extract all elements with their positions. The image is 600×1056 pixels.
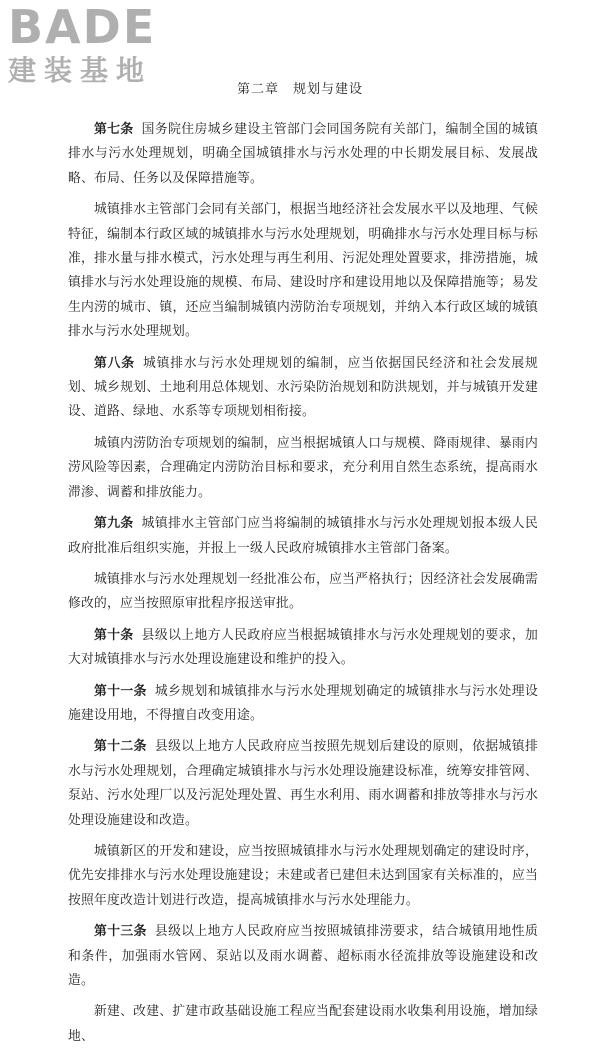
paragraph	[68, 568, 538, 617]
paragraph-text: 新建、改建、扩建市政基础设施工程应当配套建设雨水收集利用设施，增加绿地、	[68, 1004, 538, 1044]
paragraph-text: 城镇排水与污水处理规划的编制，应当依据国民经济和社会发展规划、城乡规划、土地利用总体规划、水污染防治规划和防洪规划，并与城镇开发建设、道路、绿地、水系等专项规划相衔接。	[68, 355, 538, 420]
paragraph	[68, 512, 538, 561]
paragraph	[68, 840, 538, 913]
paragraph	[68, 920, 538, 993]
paragraph-text: 城镇排水主管部门会同有关部门，根据当地经济社会发展水平以及地理、气候特征，编制本行政区域的城镇排水与污水处理规划，明确排水与污水处理目标与标准，排水量与排水模式，污水处理与再生利用、污泥处理处置要求，排涝措施，城镇排水与污水处理设施的规模、布局、建设时序和建设用地以及保障措施等；易发生内涝的城市、镇，还应当编制城镇内涝防治专项规划，并纳入本行政区域的城镇排水与污水处理规划。	[68, 202, 538, 340]
paragraph-text: 城镇内涝防治专项规划的编制，应当根据城镇人口与规模、降雨规律、暴雨内涝风险等因素，合理确定内涝防治目标和要求，充分利用自然生态系统，提高雨水滞渗、调蓄和排放能力。	[68, 435, 538, 500]
document-body	[68, 118, 538, 1056]
paragraph-text: 城镇排水主管部门应当将编制的城镇排水与污水处理规划报本级人民政府批准后组织实施，并报上一级人民政府城镇排水主管部门备案。	[68, 516, 538, 556]
article-number: 第十二条	[94, 739, 147, 755]
article-number: 第八条	[94, 355, 135, 371]
logo-subtitle: 建装基地	[8, 54, 153, 87]
paragraph-text: 县级以上地方人民政府应当根据城镇排水与污水处理规划的要求，加大对城镇排水与污水处理设施建设和维护的投入。	[68, 627, 538, 668]
paragraph-text: 县级以上地方人民政府应当按照城镇排涝要求，结合城镇用地性质和条件，加强雨水管网、泵站以及雨水调蓄、超标雨水径流排放等设施建设和改造。	[68, 924, 538, 988]
paragraph	[68, 735, 538, 833]
paragraph-text: 县级以上地方人民政府应当按照先规划后建设的原则，依据城镇排水与污水处理规划，合理确定城镇排水与污水处理设施建设标准，统筹安排管网、泵站、污水处理厂以及污泥处理处置、再生水利用、雨水调蓄和排放等排水与污水处理设施建设和改造。	[68, 739, 538, 828]
article-number: 第九条	[94, 516, 134, 532]
chapter-title: 第二章 规划与建设	[236, 82, 363, 97]
paragraph-text: 城镇排水与污水处理规划一经批准公布，应当严格执行；因经济社会发展确需修改的，应当按照原审批程序报送审批。	[68, 571, 538, 612]
paragraph	[68, 352, 538, 425]
paragraph-text: 城镇新区的开发和建设，应当按照城镇排水与污水处理规划确定的建设时序，优先安排排水与污水处理设施建设；未建或者已建但未达到国家有关标准的，应当按照年度改造计划进行改造，提高城镇排水与污水处理能力。	[68, 843, 538, 908]
paragraph	[68, 624, 538, 673]
paragraph	[68, 1000, 538, 1049]
logo-wordmark: BADE	[8, 0, 157, 54]
article-number: 第七条	[94, 122, 134, 137]
paragraph	[68, 198, 538, 344]
article-number: 第十条	[94, 627, 134, 643]
paragraph-text: 城乡规划和城镇排水与污水处理规划确定的城镇排水与污水处理设施建设用地，不得擅自改变用途。	[68, 683, 538, 723]
paragraph	[68, 432, 538, 505]
paragraph	[68, 680, 538, 729]
paragraph-text: 国务院住房城乡建设主管部门会同国务院有关部门，编制全国的城镇排水与污水处理规划，明确全国城镇排水与污水处理的中长期发展目标、发展战略、布局、任务以及保障措施等。	[68, 122, 538, 186]
article-number: 第十三条	[94, 924, 147, 940]
article-number: 第十一条	[94, 683, 147, 699]
paragraph	[68, 118, 538, 191]
